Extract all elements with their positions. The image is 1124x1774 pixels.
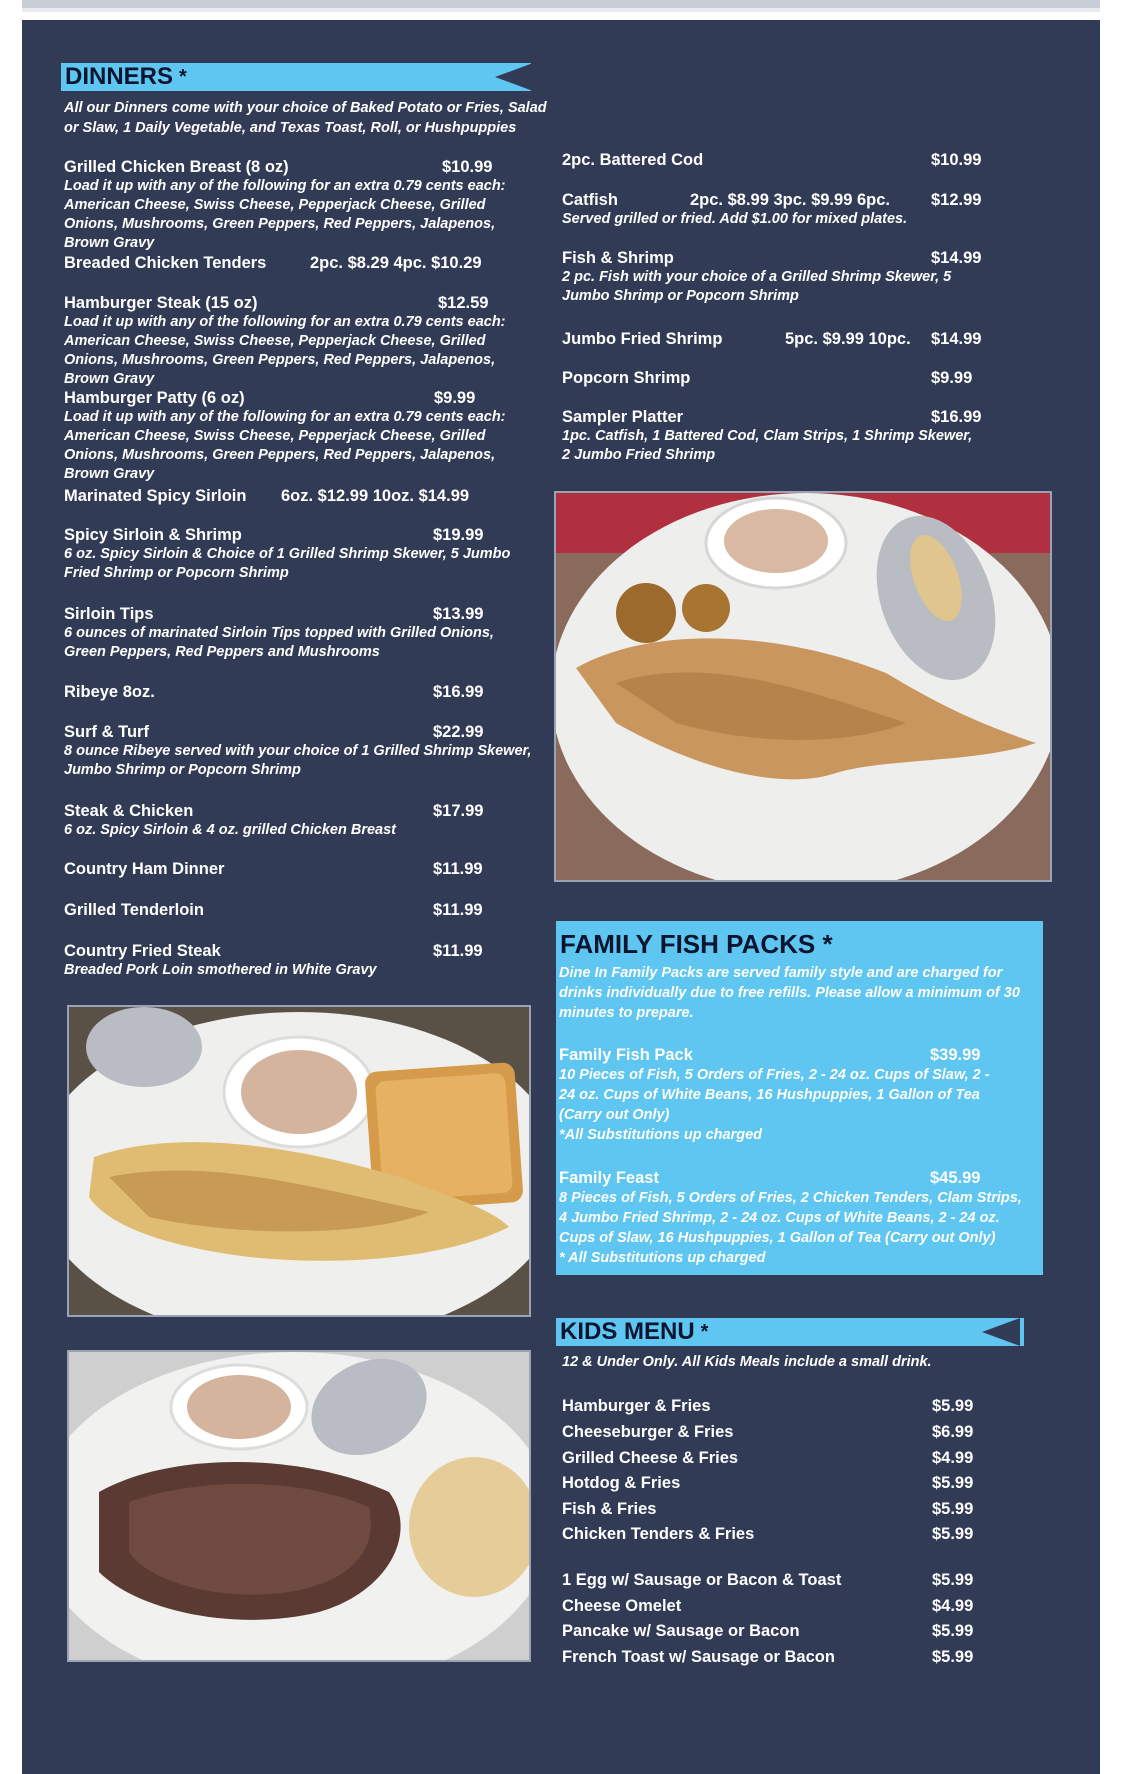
item-price: $12.59 [438,294,489,312]
item-name: Pancake w/ Sausage or Bacon [562,1622,800,1640]
item-name: Jumbo Fried Shrimp [562,330,723,348]
seafood-item [562,190,1062,229]
item-name: Steak & Chicken [64,802,194,820]
kids-item [562,1499,974,1519]
item-name: French Toast w/ Sausage or Bacon [562,1648,835,1666]
item-name: Country Fried Steak [64,942,221,960]
dinner-item [64,253,534,273]
item-description: Breaded Pork Loin smothered in White Gravy [64,962,377,978]
ribeye-plate-photo [67,1350,531,1662]
kids-item [562,1396,974,1416]
item-name: Grilled Chicken Breast (8 oz) [64,158,289,176]
ribbon-notch [982,1318,1020,1346]
item-name: Hamburger Steak (15 oz) [64,294,258,312]
kids-item [562,1422,974,1442]
item-price: $19.99 [433,526,484,544]
dinner-item [64,293,534,389]
pack-description: 10 Pieces of Fish, 5 Orders of Fries, 2 - 24 oz. Cups of Slaw, 2 - 24 oz. Cups of White Beans, 16 Hushpuppies, 1 Gallon of Tea (Carry out Only) [559,1067,990,1123]
item-name: Country Ham Dinner [64,860,225,878]
family-intro: Dine In Family Packs are served family style and are charged for drinks individually due to free refills. Please allow a minimum of 30 minutes to prepare. [559,965,1020,1021]
kids-intro: 12 & Under Only. All Kids Meals include a small drink. [562,1354,932,1370]
item-name: Sirloin Tips [64,605,154,623]
dinner-item [64,900,534,920]
dinners-title: DINNERS [65,63,174,90]
item-price: $4.99 [932,1449,974,1467]
item-name: Popcorn Shrimp [562,369,691,387]
item-name: Grilled Cheese & Fries [562,1449,739,1467]
item-size-prices: 2pc. $8.99 3pc. $9.99 6pc. [690,191,890,209]
dinner-item [64,604,534,662]
item-description: 6 oz. Spicy Sirloin & 4 oz. grilled Chicken Breast [64,822,396,838]
item-price: 6oz. $12.99 10oz. $14.99 [281,487,470,505]
pack-note: * All Substitutions up charged [559,1250,766,1266]
item-price: $5.99 [932,1571,974,1589]
item-price: $5.99 [932,1622,974,1640]
item-price: 2pc. $8.29 4pc. $10.29 [310,254,482,272]
item-price: $5.99 [932,1648,974,1666]
item-name: Hamburger Patty (6 oz) [64,389,245,407]
grilled-fish-plate-photo [67,1005,531,1317]
pack-note: *All Substitutions up charged [559,1127,763,1143]
dinners-header [61,63,531,91]
pack-price: $45.99 [930,1169,981,1187]
item-price: $9.99 [931,369,973,387]
kids-title: KIDS MENU [560,1318,695,1345]
family-pack-item [559,1168,1029,1268]
item-description: Load it up with any of the following for an extra 0.79 cents each: American Cheese, Swiss Cheese, Pepperjack Cheese, Grilled Onions, Mushrooms, Green Peppers, Red Peppers, Jalapenos, Brown Gravy [64,178,506,251]
item-description: Served grilled or fried. Add $1.00 for mixed plates. [562,211,908,227]
item-name: Fish & Fries [562,1500,657,1518]
family-fish-packs-box [556,921,1043,1275]
item-description: 8 ounce Ribeye served with your choice of 1 Grilled Shrimp Skewer, Jumbo Shrimp or Popcorn Shrimp [64,743,532,778]
item-price: $22.99 [433,723,484,741]
item-name: Grilled Tenderloin [64,901,204,919]
item-name: Catfish [562,191,618,209]
item-price: $16.99 [433,683,484,701]
item-name: Breaded Chicken Tenders [64,254,267,272]
catfish-plate-photo [554,491,1052,882]
ribbon-notch [495,63,533,91]
kids-breakfast-item [562,1596,974,1616]
dinner-item [64,859,534,879]
item-price: $9.99 [434,389,476,407]
item-price: $11.99 [433,901,483,919]
kids-breakfast-item [562,1621,974,1641]
pack-name: Family Fish Pack [559,1046,693,1064]
seafood-item [562,248,982,306]
item-price: $13.99 [433,605,484,623]
pack-name: Family Feast [559,1169,659,1187]
seafood-item [562,368,1062,388]
item-price: $4.99 [932,1597,974,1615]
top-border [22,0,1100,8]
family-title-text: FAMILY FISH PACKS [560,929,816,959]
item-price: $14.99 [931,249,982,267]
item-price: $5.99 [932,1525,974,1543]
item-name: Fish & Shrimp [562,249,674,267]
family-fish-packs-title [560,929,833,960]
item-price: $5.99 [932,1474,974,1492]
pack-description: 8 Pieces of Fish, 5 Orders of Fries, 2 Chicken Tenders, Clam Strips, 4 Jumbo Fried Shrimp, 2 - 24 oz. Cups of White Beans, 2 - 24 oz. Cups of Slaw, 16 Hushpuppies, 1 Gallon of Tea (Carry out Only) [559,1190,1022,1246]
dinner-item [64,157,534,253]
item-size-prices: 5pc. $9.99 10pc. [785,330,911,348]
seafood-item [562,329,1062,349]
kids-item [562,1524,974,1544]
item-price: $11.99 [433,942,483,960]
dinner-item [64,486,534,506]
seafood-item [562,407,982,465]
item-description: Load it up with any of the following for an extra 0.79 cents each: American Cheese, Swiss Cheese, Pepperjack Cheese, Grilled Onions, Mushrooms, Green Peppers, Red Peppers, Jalapenos, Brown Gravy [64,409,506,482]
item-name: Cheeseburger & Fries [562,1423,734,1441]
item-name: Spicy Sirloin & Shrimp [64,526,242,544]
top-border-shadow [22,8,1100,12]
item-price: $5.99 [932,1397,974,1415]
dinner-item [64,525,534,583]
kids-star: * [700,1321,709,1343]
item-price: $17.99 [433,802,484,820]
family-pack-item [559,1045,1029,1145]
item-description: 6 oz. Spicy Sirloin & Choice of 1 Grilled Shrimp Skewer, 5 Jumbo Fried Shrimp or Popcorn Shrimp [64,546,511,581]
item-price: $10.99 [931,151,982,169]
kids-item [562,1473,974,1493]
item-price: $11.99 [433,860,483,878]
item-name: Cheese Omelet [562,1597,682,1615]
item-price: $10.99 [442,158,493,176]
item-price: $12.99 [931,191,982,209]
dinners-intro: All our Dinners come with your choice of Baked Potato or Fries, Salad or Slaw, 1 Daily Vegetable, and Texas Toast, Roll, or Hushpuppies [64,100,547,136]
pack-price: $39.99 [930,1046,981,1064]
seafood-item [562,150,1062,170]
item-name: 1 Egg w/ Sausage or Bacon & Toast [562,1571,842,1589]
kids-item [562,1448,974,1468]
item-name: 2pc. Battered Cod [562,151,704,169]
family-title-star: * [822,929,833,959]
item-name: Chicken Tenders & Fries [562,1525,755,1543]
dinner-item [64,682,534,702]
item-name: Hotdog & Fries [562,1474,681,1492]
dinner-item [64,801,534,840]
kids-menu-header [556,1318,1024,1346]
dinner-item [64,722,534,780]
item-name: Surf & Turf [64,723,149,741]
item-name: Hamburger & Fries [562,1397,711,1415]
kids-breakfast-item [562,1647,974,1667]
item-price: $16.99 [931,408,982,426]
item-price: $14.99 [931,330,982,348]
dinner-item [64,941,534,980]
item-name: Sampler Platter [562,408,684,426]
dinner-item [64,388,534,484]
item-name: Marinated Spicy Sirloin [64,487,247,505]
item-description: 2 pc. Fish with your choice of a Grilled Shrimp Skewer, 5 Jumbo Shrimp or Popcorn Shrimp [562,269,952,304]
dinners-star: * [179,66,187,88]
item-description: 6 ounces of marinated Sirloin Tips topped with Grilled Onions, Green Peppers, Red Peppers and Mushrooms [64,625,494,660]
item-name: Ribeye 8oz. [64,683,155,701]
item-price: $6.99 [932,1423,974,1441]
item-price: $5.99 [932,1500,974,1518]
item-description: 1pc. Catfish, 1 Battered Cod, Clam Strips, 1 Shrimp Skewer, 2 Jumbo Fried Shrimp [562,428,973,463]
item-description: Load it up with any of the following for an extra 0.79 cents each: American Cheese, Swiss Cheese, Pepperjack Cheese, Grilled Onions, Mushrooms, Green Peppers, Red Peppers, Jalapenos, Brown Gravy [64,314,506,387]
kids-breakfast-item [562,1570,974,1590]
